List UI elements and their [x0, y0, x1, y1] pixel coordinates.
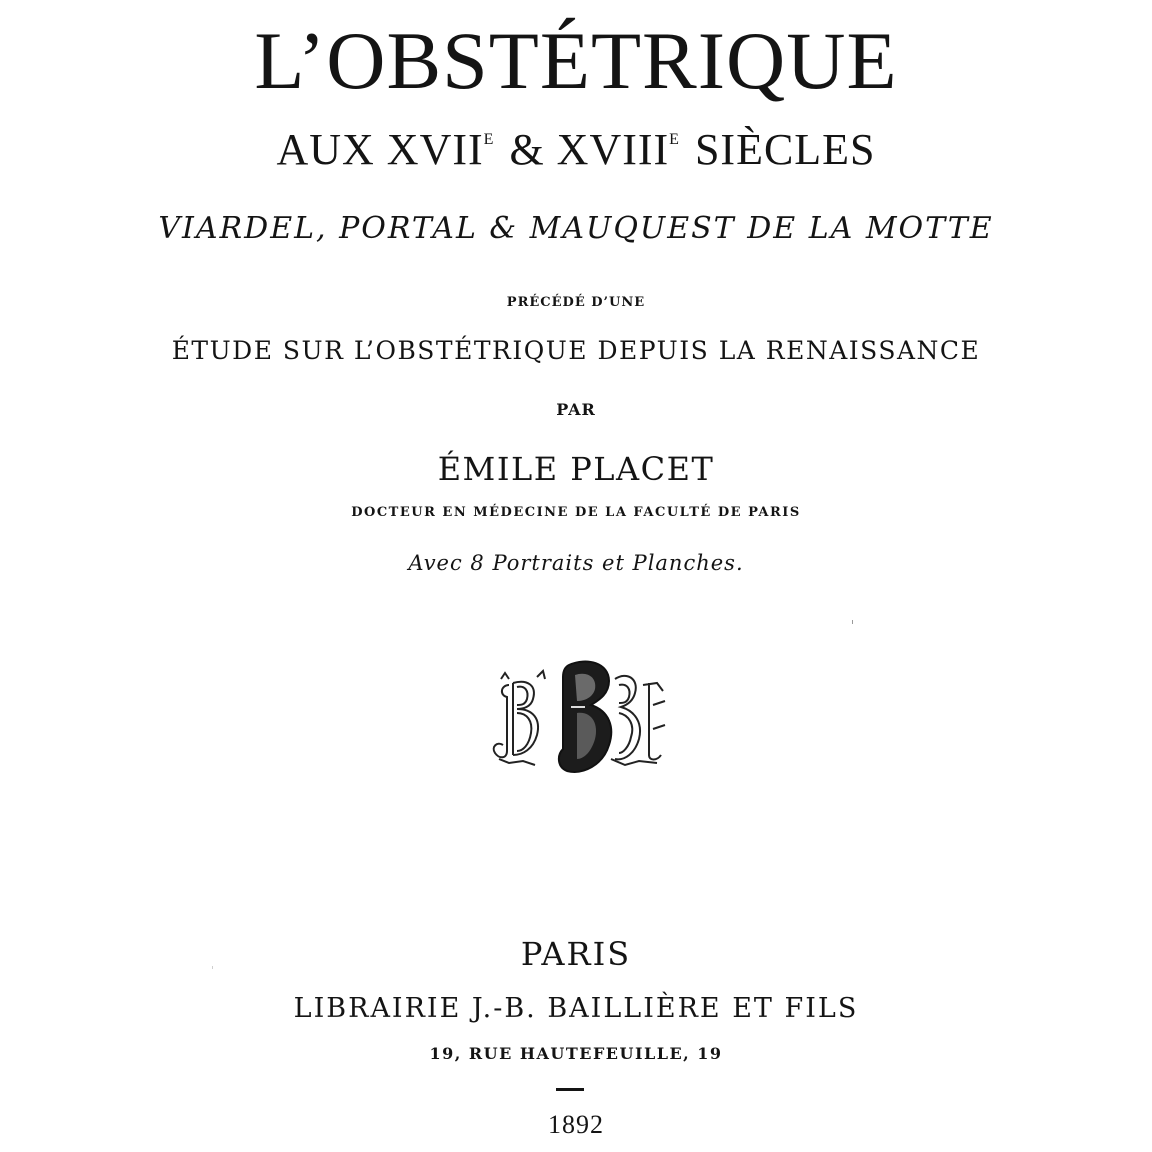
subtitle-part-1: AUX XVII	[276, 125, 484, 174]
illustrations-note: Avec 8 Portraits et Planches.	[408, 551, 744, 575]
author-credentials: DOCTEUR EN MÉDECINE DE LA FACULTÉ DE PARIS	[351, 505, 801, 520]
publication-year: 1892	[548, 1110, 604, 1139]
by-label: PAR	[556, 400, 596, 419]
imprint-address: 19, RUE HAUTEFEUILLE, 19	[429, 1044, 723, 1063]
subtitle-part-2: & XVIII	[497, 125, 670, 174]
paper-speck	[852, 620, 853, 624]
subtitle-part-3: SIÈCLES	[682, 125, 876, 174]
preceded-by-label: PRÉCÉDÉ D’UNE	[506, 295, 646, 310]
imprint-city: PARIS	[520, 935, 632, 973]
imprint-divider	[556, 1088, 584, 1091]
superscript-e-2: E	[669, 131, 679, 148]
publisher-monogram-icon	[487, 655, 669, 777]
book-title: L’OBSTÉTRIQUE	[254, 15, 898, 106]
studied-authors: VIARDEL, PORTAL & MAUQUEST DE LA MOTTE	[158, 211, 994, 246]
introductory-study-title: ÉTUDE SUR L’OBSTÉTRIQUE DEPUIS LA RENAISSANCE	[171, 336, 981, 365]
book-subtitle	[0, 125, 1152, 174]
author-name: ÉMILE PLACET	[437, 450, 715, 488]
imprint-publisher: LIBRAIRIE J.-B. BAILLIÈRE ET FILS	[293, 993, 859, 1024]
superscript-e-1: E	[483, 131, 494, 148]
